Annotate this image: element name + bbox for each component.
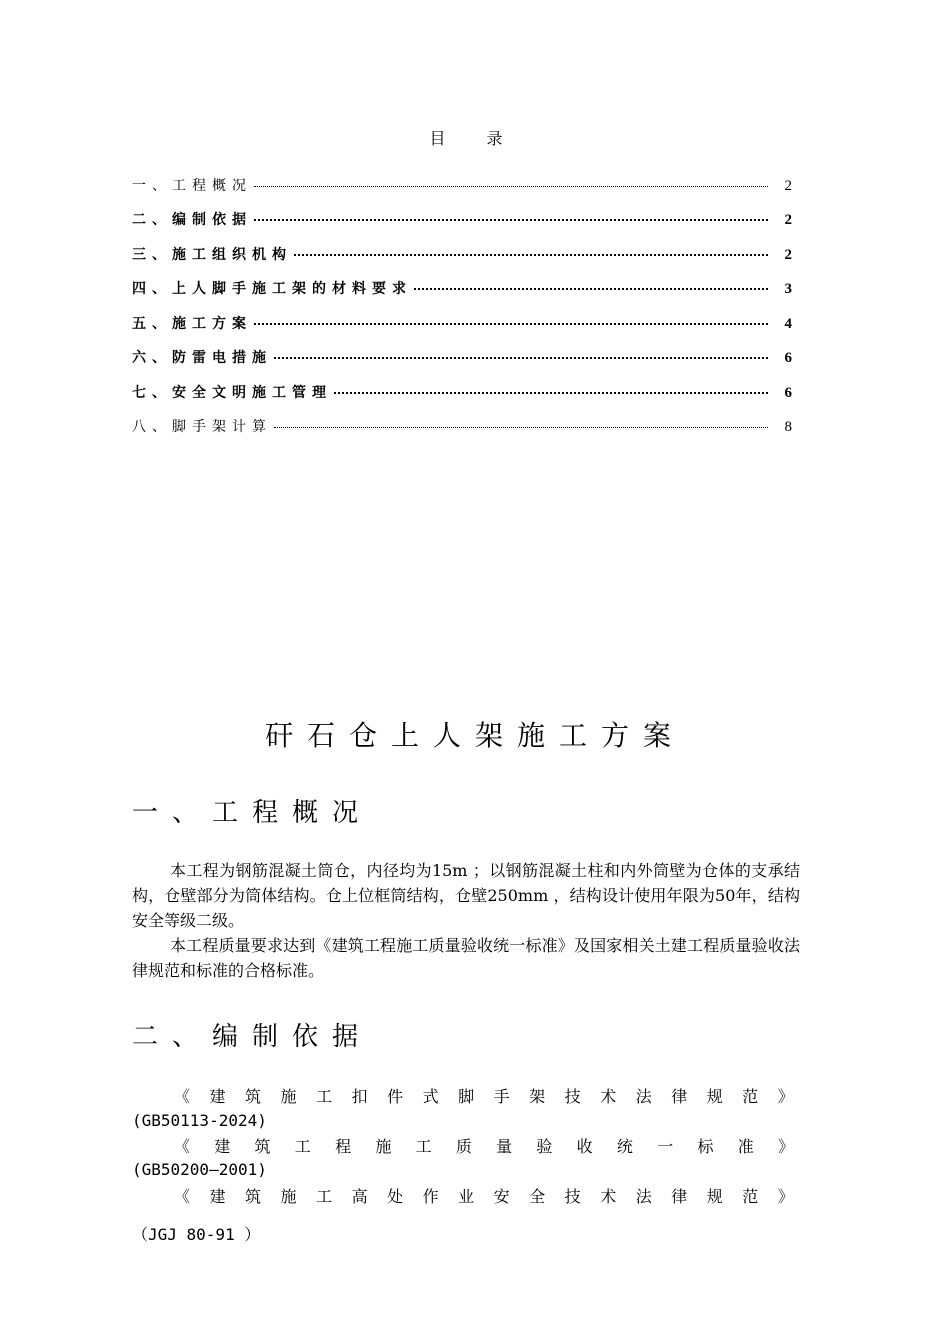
reference-char: 》 [777, 1137, 794, 1156]
toc-entry-page: 8 [784, 419, 792, 435]
reference-char: 律 [671, 1187, 688, 1206]
reference-char: 规 [706, 1087, 723, 1106]
toc-entry-2[interactable] [132, 195, 792, 230]
reference-char: 》 [777, 1187, 794, 1206]
toc-entry-label: 三、施工组织机构 [132, 246, 292, 263]
section-heading-basis: 二、编制依据 [132, 1022, 373, 1052]
reference-char: 筑 [245, 1087, 262, 1106]
toc-dot-leader [274, 357, 768, 359]
toc-entry-label: 一、工程概况 [132, 177, 252, 194]
reference-char: 工 [415, 1137, 432, 1156]
reference-standard-2 [174, 1134, 794, 1157]
reference-char: 建 [209, 1187, 226, 1206]
reference-char: 质 [455, 1137, 472, 1156]
reference-char: 工 [294, 1137, 311, 1156]
toc-entry-label: 七、安全文明施工管理 [132, 384, 332, 401]
toc-entry-page: 2 [784, 246, 792, 263]
toc-dot-leader [274, 427, 768, 428]
toc-dot-leader [334, 392, 768, 394]
reference-char: 高 [351, 1187, 368, 1206]
toc-entry-8[interactable] [132, 402, 792, 437]
toc-entry-page: 3 [784, 281, 792, 297]
toc-entry-page: 6 [784, 384, 792, 401]
toc-entry-page: 4 [784, 315, 792, 332]
reference-char: 术 [600, 1087, 617, 1106]
reference-char: 《 [174, 1187, 191, 1206]
reference-char: 范 [742, 1187, 759, 1206]
reference-char: 收 [576, 1137, 593, 1156]
reference-code-3: （JGJ 80-91 ） [132, 1225, 261, 1244]
reference-char: 脚 [458, 1087, 475, 1106]
document-title: 矸石仓上人架施工方案 [264, 719, 685, 752]
reference-char: 术 [600, 1187, 617, 1206]
toc-dot-leader [414, 288, 768, 290]
toc-entry-label: 六、防雷电措施 [132, 350, 272, 366]
toc-entry-page: 2 [784, 212, 792, 228]
toc-dot-leader [294, 254, 768, 256]
reference-char: 技 [564, 1187, 581, 1206]
reference-char: 件 [387, 1087, 404, 1106]
reference-char: 工 [316, 1187, 333, 1206]
reference-char: 业 [458, 1187, 475, 1206]
reference-char: 筑 [254, 1137, 271, 1156]
table-of-contents [132, 160, 792, 436]
reference-char: 筑 [245, 1187, 262, 1206]
reference-char: 式 [422, 1087, 439, 1106]
reference-char: 工 [316, 1087, 333, 1106]
section-heading-overview: 一、工程概况 [132, 798, 373, 828]
toc-entry-4[interactable] [132, 264, 792, 299]
reference-char: 建 [214, 1137, 231, 1156]
reference-char: 》 [777, 1087, 794, 1106]
reference-char: 标 [697, 1137, 714, 1156]
reference-char: 一 [657, 1137, 674, 1156]
reference-code-2: (GB50200—2001) [132, 1160, 267, 1179]
reference-char: 准 [737, 1137, 754, 1156]
toc-dot-leader [254, 219, 768, 221]
toc-dot-leader [254, 323, 768, 325]
reference-char: 验 [536, 1137, 553, 1156]
reference-standard-1 [174, 1084, 794, 1107]
reference-standard-3 [174, 1184, 794, 1207]
toc-entry-label: 八、脚手架计算 [132, 419, 272, 435]
reference-char: 法 [635, 1087, 652, 1106]
reference-char: 法 [635, 1187, 652, 1206]
toc-entry-label: 五、施工方案 [132, 315, 252, 332]
reference-char: 扣 [351, 1087, 368, 1106]
reference-char: 规 [706, 1187, 723, 1206]
reference-char: 施 [280, 1187, 297, 1206]
reference-char: 建 [209, 1087, 226, 1106]
toc-dot-leader [254, 186, 768, 187]
reference-char: 手 [493, 1087, 510, 1106]
overview-paragraph-2: 本工程质量要求达到《建筑工程施工质量验收统一标准》及国家相关土建工程质量验收法律规范和标准的合格标准。 [132, 936, 800, 980]
toc-entry-5[interactable] [132, 298, 792, 333]
reference-char: 处 [387, 1187, 404, 1206]
reference-char: 统 [616, 1137, 633, 1156]
reference-char: 程 [335, 1137, 352, 1156]
toc-entry-label: 二、编制依据 [132, 212, 252, 228]
toc-entry-label: 四、上人脚手施工架的材料要求 [132, 281, 412, 297]
toc-entry-3[interactable] [132, 229, 792, 264]
reference-char: 律 [671, 1087, 688, 1106]
reference-char: 《 [174, 1087, 191, 1106]
reference-char: 安 [493, 1187, 510, 1206]
reference-char: 作 [422, 1187, 439, 1206]
toc-entry-6[interactable] [132, 333, 792, 368]
reference-char: 范 [742, 1087, 759, 1106]
reference-char: 全 [529, 1187, 546, 1206]
overview-paragraph-1: 本工程为钢筋混凝土筒仓，内径均为15m ；以钢筋混凝土柱和内外筒壁为仓体的支承结构，仓壁部分为筒体结构。仓上位框筒结构，仓壁250mm ，结构设计使用年限为50年，结构安全等级二级。 [132, 861, 800, 930]
reference-char: 施 [280, 1087, 297, 1106]
reference-char: 《 [174, 1137, 191, 1156]
reference-char: 施 [375, 1137, 392, 1156]
reference-char: 量 [496, 1137, 513, 1156]
reference-char: 技 [564, 1087, 581, 1106]
reference-char: 架 [529, 1087, 546, 1106]
toc-entry-7[interactable] [132, 367, 792, 402]
toc-entry-1[interactable] [132, 160, 792, 195]
toc-title: 目 录 [429, 129, 521, 148]
toc-entry-page: 2 [784, 177, 792, 194]
reference-code-1: (GB50113-2024) [132, 1111, 267, 1130]
toc-entry-page: 6 [784, 350, 792, 366]
